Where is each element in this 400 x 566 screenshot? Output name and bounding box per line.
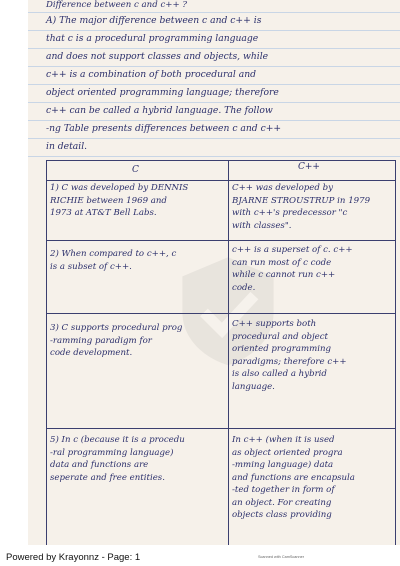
cell-line: In c++ (when it is used [232, 435, 335, 445]
cell-line: -ral programming language) [50, 447, 174, 458]
ruled-line [28, 84, 400, 85]
cell-line: RICHIE between 1969 and [50, 195, 167, 206]
cell-line: seperate and free entities. [50, 472, 165, 483]
notebook-page [28, 0, 400, 545]
table-divider [228, 160, 229, 545]
ruled-line [28, 102, 400, 103]
cell-line: oriented programming [232, 344, 332, 354]
cell-line: -ramming paradigm for [50, 335, 152, 346]
footer-text: Powered by Krayonnz - Page: 1 [6, 552, 141, 563]
cell-line: 2) When compared to c++, c [50, 249, 177, 259]
cell-line: paradigms; therefore c++ [232, 356, 347, 367]
cell-line: -ted together in form of [232, 485, 335, 495]
intro-line: -ng Table presents differences between c and c++ [46, 123, 282, 134]
intro-line: c++ is a combination of both procedural and [46, 69, 257, 80]
table-cell-cpp [232, 318, 347, 393]
ruled-line [28, 12, 400, 13]
ruled-line [28, 138, 400, 139]
table-cell-c [50, 434, 185, 484]
cell-line: c++ is a superset of c. c++ [232, 245, 353, 255]
table-cell-c [50, 182, 188, 220]
table-border [46, 160, 396, 161]
table-cell-cpp [232, 244, 353, 294]
ruled-line [28, 156, 400, 157]
cell-line: is also called a hybrid [232, 369, 327, 379]
cell-line: an object. For creating [232, 497, 332, 508]
intro-line: that c is a procedural programming language [46, 33, 259, 44]
intro-line: and does not support classes and objects, while [46, 51, 269, 62]
cell-line: procedural and object [232, 331, 329, 342]
cell-line: code development. [50, 348, 133, 358]
ruled-line [28, 48, 400, 49]
ruled-line [28, 66, 400, 67]
table-cell-c [50, 322, 182, 360]
cell-line: BJARNE STROUSTRUP in 1979 [232, 195, 371, 206]
cell-line: C++ was developed by [232, 183, 333, 193]
cell-line: is a subset of c++. [50, 261, 132, 272]
table-cell-cpp [232, 434, 355, 522]
cell-line: can run most of c code [232, 257, 332, 268]
intro-line: A) The major difference between c and c++ is [46, 15, 262, 26]
column-header-cpp: C++ [298, 162, 320, 172]
ruled-line [28, 120, 400, 121]
table-divider [46, 180, 396, 181]
page-heading: Difference between c and c++ ? [46, 0, 187, 10]
scanner-credit: Scanned with CamScanner [258, 555, 305, 559]
table-border [46, 160, 47, 545]
intro-line: object oriented programming language; therefore [46, 87, 279, 98]
cell-line: code. [232, 282, 256, 293]
cell-line: while c cannot run c++ [232, 270, 336, 280]
table-cell-c [50, 248, 176, 273]
cell-line: 5) In c (because it is a procedu [50, 435, 185, 445]
cell-line: as object oriented progra [232, 447, 343, 458]
table-cell-cpp [232, 182, 370, 232]
cell-line: with c++'s predecessor "c [232, 208, 348, 218]
cell-line: 1973 at AT&T Bell Labs. [50, 208, 157, 218]
cell-line: language. [232, 381, 275, 392]
table-divider [46, 240, 396, 241]
intro-line: c++ can be called a hybrid language. The follow [46, 105, 273, 116]
table-divider [46, 428, 396, 429]
comparison-table [46, 160, 396, 545]
cell-line: objects class providing [232, 510, 332, 520]
cell-line: and functions are encapsula [232, 472, 355, 483]
cell-line: 1) C was developed by DENNIS [50, 183, 189, 193]
table-border [395, 160, 396, 545]
ruled-line [28, 30, 400, 31]
cell-line: with classes". [232, 220, 292, 231]
cell-line: data and functions are [50, 460, 149, 470]
table-divider [46, 313, 396, 314]
cell-line: -mming language) data [232, 460, 334, 470]
cell-line: C++ supports both [232, 319, 317, 329]
column-header-c: C [132, 165, 139, 175]
cell-line: 3) C supports procedural prog [50, 323, 183, 333]
intro-line: in detail. [46, 141, 88, 152]
